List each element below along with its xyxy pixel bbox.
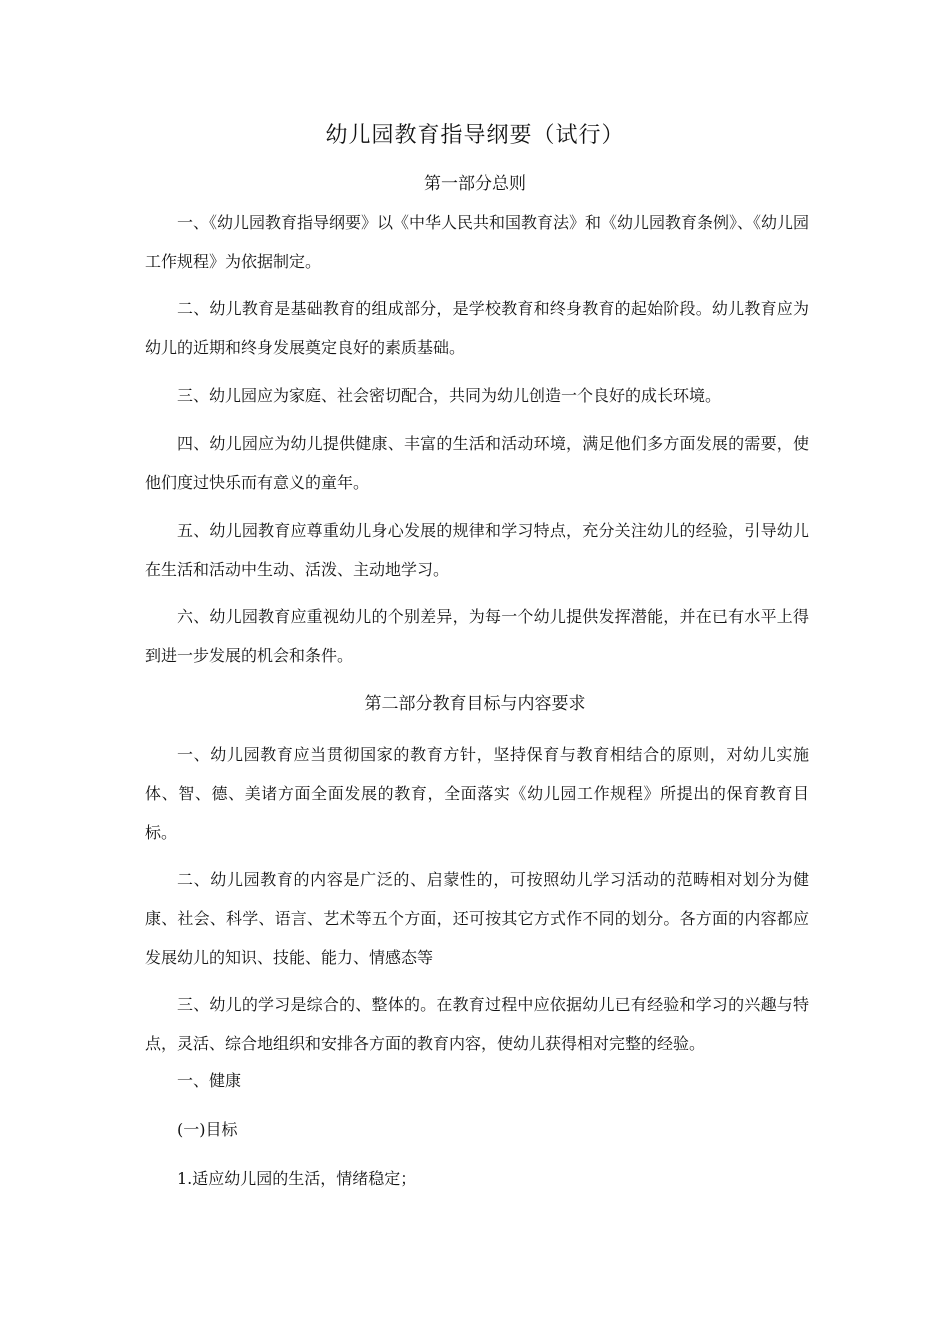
part2-paragraph-2: 二、幼儿园教育的内容是广泛的、启蒙性的，可按照幼儿学习活动的范畴相对划分为健康、社会、科学、语言、艺术等五个方面，还可按其它方式作不同的划分。各方面的内容都应发展幼儿的知识、技能、能力、情感态等	[145, 870, 809, 967]
part1-paragraph-2: 二、幼儿教育是基础教育的组成部分，是学校教育和终身教育的起始阶段。幼儿教育应为幼儿的近期和终身发展奠定良好的素质基础。	[145, 299, 809, 357]
part1-paragraph-3: 三、幼儿园应为家庭、社会密切配合，共同为幼儿创造一个良好的成长环境。	[177, 386, 722, 405]
part1-paragraph-1: 一、《幼儿园教育指导纲要》以《中华人民共和国教育法》和《幼儿园教育条例》、《幼儿园工作规程》为依据制定。	[145, 213, 810, 271]
document-title: 幼儿园教育指导纲要（试行）	[325, 123, 625, 148]
part2-heading: 第二部分教育目标与内容要求	[364, 694, 586, 714]
list-item: 1.适应幼儿园的生活，情绪稳定；	[177, 1169, 417, 1188]
subsection-heading-health: 一、健康	[177, 1071, 242, 1090]
subsubsection-heading-goals: (一)目标	[177, 1120, 238, 1139]
part1-paragraph-4: 四、幼儿园应为幼儿提供健康、丰富的生活和活动环境，满足他们多方面发展的需要，使他们度过快乐而有意义的童年。	[145, 434, 809, 492]
part1-heading: 第一部分总则	[424, 174, 526, 194]
part2-paragraph-1: 一、幼儿园教育应当贯彻国家的教育方针，坚持保育与教育相结合的原则，对幼儿实施体、智、德、美诸方面全面发展的教育，全面落实《幼儿园工作规程》所提出的保育教育目标。	[145, 745, 809, 842]
part1-paragraph-6: 六、幼儿园教育应重视幼儿的个别差异，为每一个幼儿提供发挥潜能，并在已有水平上得到进一步发展的机会和条件。	[145, 607, 809, 665]
part2-paragraph-3: 三、幼儿的学习是综合的、整体的。在教育过程中应依据幼儿已有经验和学习的兴趣与特点，灵活、综合地组织和安排各方面的教育内容，使幼儿获得相对完整的经验。	[145, 995, 809, 1053]
part1-paragraph-5: 五、幼儿园教育应尊重幼儿身心发展的规律和学习特点，充分关注幼儿的经验，引导幼儿在生活和活动中生动、活泼、主动地学习。	[145, 521, 809, 579]
